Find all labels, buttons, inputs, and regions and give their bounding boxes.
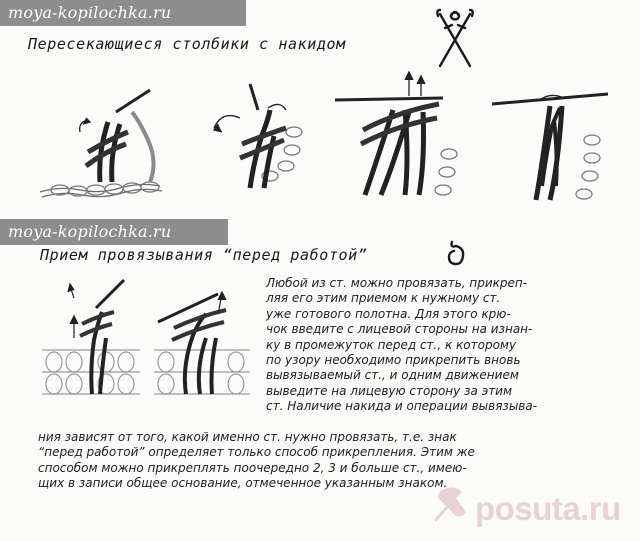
text-line: уже готового полотна. Для этого крю- [266,306,511,321]
text-line: Любой из ст. можно провязать, прикреп- [266,276,528,290]
watermark-top [0,0,246,26]
diagram-step-3 [325,70,475,205]
front-post-symbol-icon [444,238,468,268]
text-line: щих в записи общее основание, отмеченное указанным знаком. [38,476,448,491]
text-line: по узору необходимо прикрепить вновь [266,353,521,368]
diagram-step-2 [210,80,320,200]
diagram-front-post-step-2 [152,288,252,400]
diagram-front-post-step-1 [40,278,142,400]
diagram-step-1 [30,82,180,202]
paragraph-right-column [266,276,614,415]
crossed-double-crochet-symbol-icon [432,6,478,72]
text-line: “перед работой” определяет только способ прикрепления. Этим же [38,445,475,460]
text-line: способом можно прикреплять поочередно 2, 3 и больше ст., имею- [38,460,467,475]
watermark-text: moya-kopilochka.ru [8,3,172,22]
text-line: ку в промежуток перед ст., к которому [266,337,517,352]
text-line: выведите на лицевую сторону за этим [266,383,513,398]
text-line: ния зависят от того, какой именно ст. нужно провязать, т.е. знак [38,430,457,444]
text-line: чок введите с лицевой стороны на изнан- [266,322,533,337]
logo-wordmark: posuta.ru [475,490,621,527]
text-line: ст. Наличие накида и операции вывязыва- [266,399,538,414]
text-line: ляя его этим приемом к нужному ст. [266,291,501,306]
section-title-front-post: Прием провязывания “перед работой” [40,246,368,264]
diagram-step-4 [480,76,620,206]
section-title-crossed-stitches: Пересекающиеся столбики с накидом [28,35,346,53]
watermark-text: moya-kopilochka.ru [8,222,172,241]
text-line: вывязываемый ст., и одним движением [266,368,519,383]
watermark-middle [0,219,228,245]
